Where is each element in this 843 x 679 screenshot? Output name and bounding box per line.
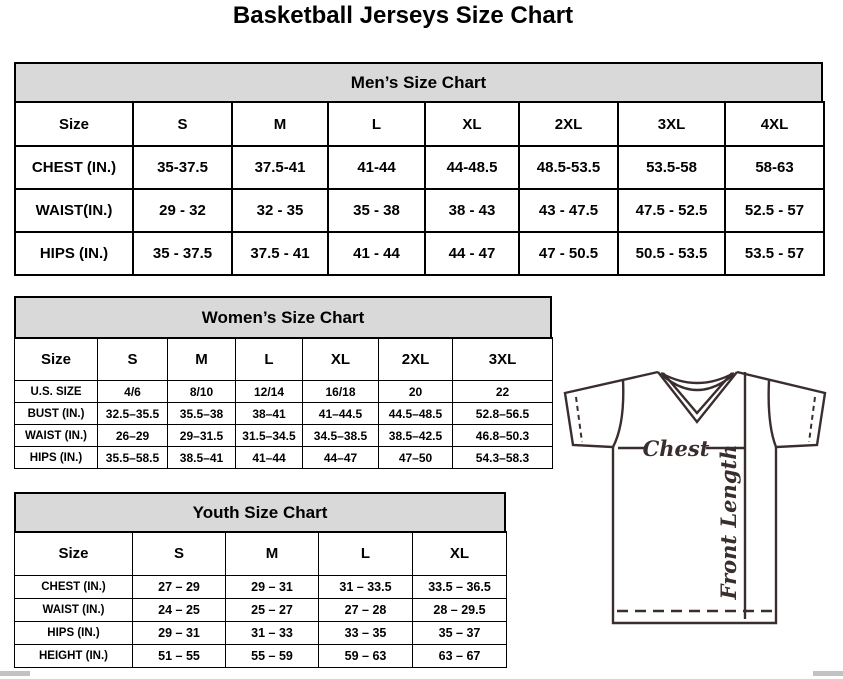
size-value-cell: 4/6 bbox=[98, 381, 168, 403]
column-header: L bbox=[319, 532, 413, 576]
row-label: CHEST (IN.) bbox=[15, 576, 133, 599]
row-label: BUST (IN.) bbox=[15, 403, 98, 425]
table-row bbox=[15, 146, 824, 189]
size-value-cell: 37.5-41 bbox=[232, 146, 328, 189]
row-label: HIPS (IN.) bbox=[15, 447, 98, 469]
column-header: 2XL bbox=[379, 338, 453, 381]
column-header: M bbox=[226, 532, 319, 576]
size-value-cell: 44.5–48.5 bbox=[379, 403, 453, 425]
womens-table bbox=[14, 337, 553, 469]
column-header: L bbox=[236, 338, 303, 381]
size-value-cell: 29 – 31 bbox=[226, 576, 319, 599]
chest-label: Chest bbox=[642, 436, 710, 461]
size-value-cell: 31 – 33 bbox=[226, 622, 319, 645]
column-header: L bbox=[328, 102, 425, 146]
table-row bbox=[15, 232, 824, 275]
right-sleeve-dash bbox=[809, 397, 815, 442]
column-header: S bbox=[133, 102, 232, 146]
size-value-cell: 27 – 28 bbox=[319, 599, 413, 622]
size-value-cell: 52.8–56.5 bbox=[453, 403, 553, 425]
size-value-cell: 51 – 55 bbox=[133, 645, 226, 668]
youth-table bbox=[14, 531, 507, 668]
column-header: M bbox=[232, 102, 328, 146]
table-row bbox=[15, 645, 507, 668]
size-value-cell: 38.5–42.5 bbox=[379, 425, 453, 447]
youth-chart-header: Youth Size Chart bbox=[14, 492, 506, 533]
size-value-cell: 22 bbox=[453, 381, 553, 403]
size-value-cell: 47–50 bbox=[379, 447, 453, 469]
row-label: CHEST (IN.) bbox=[15, 146, 133, 189]
size-value-cell: 38–41 bbox=[236, 403, 303, 425]
size-value-cell: 33 – 35 bbox=[319, 622, 413, 645]
size-value-cell: 8/10 bbox=[168, 381, 236, 403]
size-value-cell: 38 - 43 bbox=[425, 189, 519, 232]
column-header: XL bbox=[425, 102, 519, 146]
column-header: XL bbox=[303, 338, 379, 381]
column-header: S bbox=[98, 338, 168, 381]
column-header: S bbox=[133, 532, 226, 576]
size-value-cell: 53.5-58 bbox=[618, 146, 725, 189]
row-label: WAIST(IN.) bbox=[15, 189, 133, 232]
size-value-cell: 35 - 38 bbox=[328, 189, 425, 232]
size-value-cell: 32 - 35 bbox=[232, 189, 328, 232]
row-label: WAIST (IN.) bbox=[15, 599, 133, 622]
table-row bbox=[15, 189, 824, 232]
table-row bbox=[15, 403, 553, 425]
column-header: 2XL bbox=[519, 102, 618, 146]
size-value-cell: 54.3–58.3 bbox=[453, 447, 553, 469]
mens-table bbox=[14, 101, 825, 276]
table-row bbox=[15, 599, 507, 622]
size-value-cell: 59 – 63 bbox=[319, 645, 413, 668]
size-value-cell: 47 - 50.5 bbox=[519, 232, 618, 275]
row-label: HIPS (IN.) bbox=[15, 232, 133, 275]
row-label: WAIST (IN.) bbox=[15, 425, 98, 447]
column-header: 3XL bbox=[453, 338, 553, 381]
left-armhole-seam bbox=[613, 380, 623, 447]
mens-chart-header: Men’s Size Chart bbox=[14, 62, 823, 103]
column-header: 3XL bbox=[618, 102, 725, 146]
size-value-cell: 28 – 29.5 bbox=[413, 599, 507, 622]
size-value-cell: 44-48.5 bbox=[425, 146, 519, 189]
row-label: HEIGHT (IN.) bbox=[15, 645, 133, 668]
size-value-cell: 38.5–41 bbox=[168, 447, 236, 469]
size-value-cell: 20 bbox=[379, 381, 453, 403]
size-value-cell: 55 – 59 bbox=[226, 645, 319, 668]
size-value-cell: 50.5 - 53.5 bbox=[618, 232, 725, 275]
size-header-row bbox=[15, 338, 553, 381]
size-value-cell: 46.8–50.3 bbox=[453, 425, 553, 447]
size-value-cell: 35.5–38 bbox=[168, 403, 236, 425]
size-value-cell: 29 – 31 bbox=[133, 622, 226, 645]
column-header: 4XL bbox=[725, 102, 824, 146]
page-title: Basketball Jerseys Size Chart bbox=[232, 2, 574, 29]
size-value-cell: 47.5 - 52.5 bbox=[618, 189, 725, 232]
size-value-cell: 52.5 - 57 bbox=[725, 189, 824, 232]
youth-size-chart bbox=[14, 492, 506, 668]
size-value-cell: 35 - 37.5 bbox=[133, 232, 232, 275]
size-value-cell: 41-44 bbox=[328, 146, 425, 189]
size-value-cell: 48.5-53.5 bbox=[519, 146, 618, 189]
right-armhole-seam bbox=[769, 380, 776, 447]
size-value-cell: 44–47 bbox=[303, 447, 379, 469]
table-row bbox=[15, 381, 553, 403]
size-value-cell: 35 – 37 bbox=[413, 622, 507, 645]
table-row bbox=[15, 576, 507, 599]
size-value-cell: 26–29 bbox=[98, 425, 168, 447]
column-header: XL bbox=[413, 532, 507, 576]
front-length-label: Front Length bbox=[716, 444, 741, 600]
mens-size-chart bbox=[14, 62, 823, 276]
jersey-measurement-diagram bbox=[555, 360, 843, 679]
table-row bbox=[15, 425, 553, 447]
size-value-cell: 27 – 29 bbox=[133, 576, 226, 599]
left-sleeve-dash bbox=[576, 397, 582, 442]
womens-chart-header: Women’s Size Chart bbox=[14, 296, 552, 339]
column-header: M bbox=[168, 338, 236, 381]
size-value-cell: 29 - 32 bbox=[133, 189, 232, 232]
size-value-cell: 31.5–34.5 bbox=[236, 425, 303, 447]
size-value-cell: 41–44 bbox=[236, 447, 303, 469]
scrollbar-thumb-right[interactable] bbox=[813, 671, 843, 676]
table-row bbox=[15, 447, 553, 469]
size-value-cell: 33.5 – 36.5 bbox=[413, 576, 507, 599]
size-value-cell: 37.5 - 41 bbox=[232, 232, 328, 275]
size-header-row bbox=[15, 532, 507, 576]
table-row bbox=[15, 622, 507, 645]
row-label: U.S. SIZE bbox=[15, 381, 98, 403]
womens-size-chart bbox=[14, 296, 552, 469]
size-value-cell: 35.5–58.5 bbox=[98, 447, 168, 469]
size-value-cell: 53.5 - 57 bbox=[725, 232, 824, 275]
column-header: Size bbox=[15, 102, 133, 146]
size-value-cell: 29–31.5 bbox=[168, 425, 236, 447]
size-value-cell: 34.5–38.5 bbox=[303, 425, 379, 447]
size-header-row bbox=[15, 102, 824, 146]
size-value-cell: 41 - 44 bbox=[328, 232, 425, 275]
size-value-cell: 58-63 bbox=[725, 146, 824, 189]
row-label: HIPS (IN.) bbox=[15, 622, 133, 645]
size-value-cell: 25 – 27 bbox=[226, 599, 319, 622]
size-value-cell: 24 – 25 bbox=[133, 599, 226, 622]
size-value-cell: 63 – 67 bbox=[413, 645, 507, 668]
size-value-cell: 31 – 33.5 bbox=[319, 576, 413, 599]
size-value-cell: 41–44.5 bbox=[303, 403, 379, 425]
size-value-cell: 16/18 bbox=[303, 381, 379, 403]
size-value-cell: 35-37.5 bbox=[133, 146, 232, 189]
size-value-cell: 32.5–35.5 bbox=[98, 403, 168, 425]
size-value-cell: 44 - 47 bbox=[425, 232, 519, 275]
size-value-cell: 43 - 47.5 bbox=[519, 189, 618, 232]
size-value-cell: 12/14 bbox=[236, 381, 303, 403]
scrollbar-thumb-left[interactable] bbox=[0, 671, 30, 676]
column-header: Size bbox=[15, 338, 98, 381]
column-header: Size bbox=[15, 532, 133, 576]
